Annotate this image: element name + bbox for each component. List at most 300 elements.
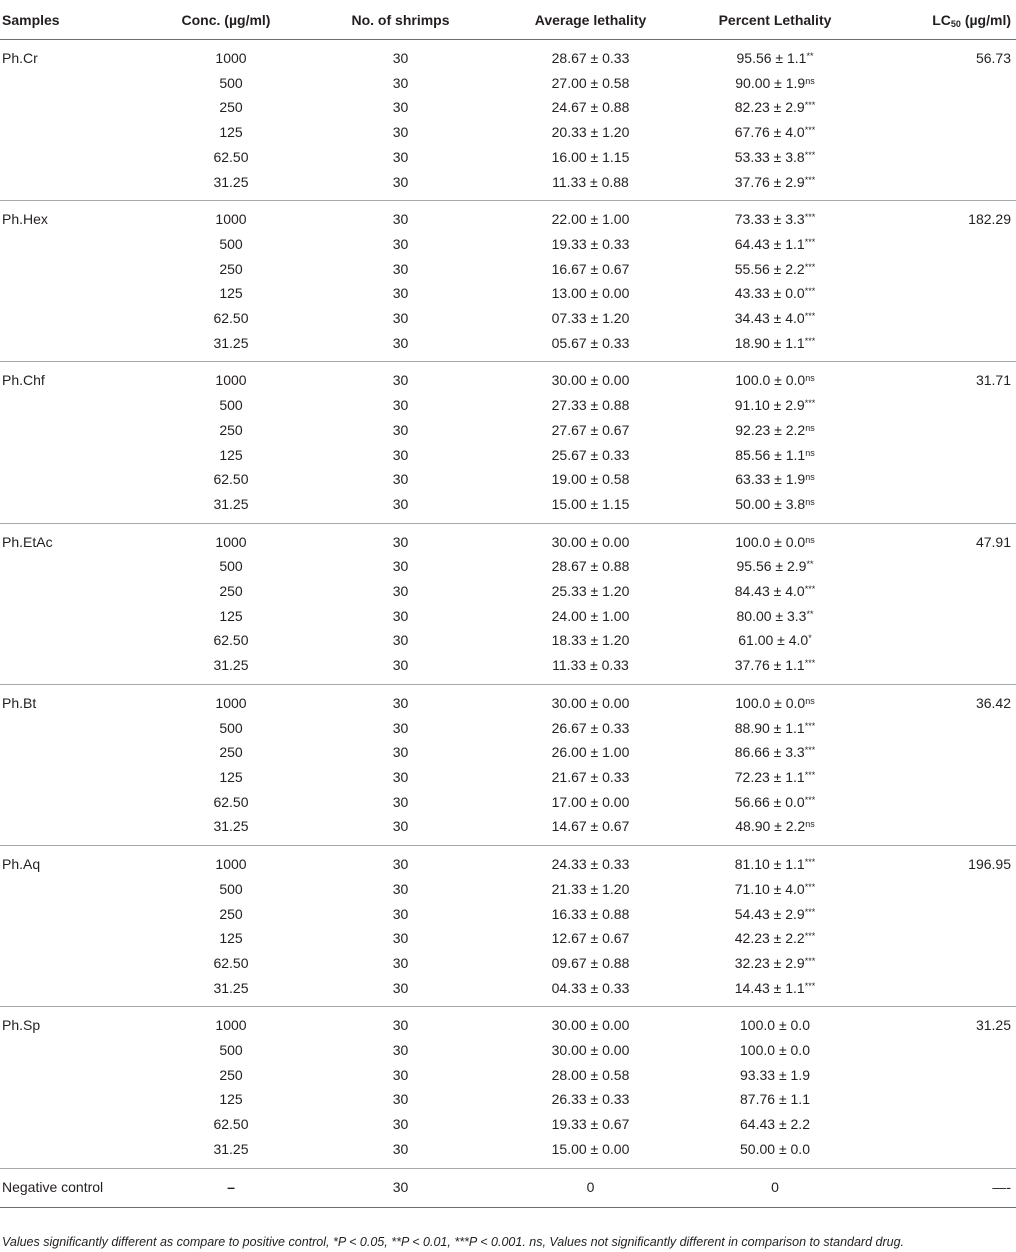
percent-lethality-value: 50.00 ± 3.8	[735, 495, 806, 512]
percent-lethality-value: 18.90 ± 1.1	[734, 334, 805, 351]
percent-lethality-cell	[684, 201, 866, 232]
average-lethality-cell: 19.33 ± 0.67	[551, 1116, 630, 1133]
sample-name-cell: Ph.Chf	[2, 372, 45, 389]
average-lethality-cell: 16.67 ± 0.67	[551, 260, 630, 277]
percent-lethality-value: 56.66 ± 0.0	[734, 793, 805, 810]
percent-lethality-cell	[684, 331, 866, 362]
significance-mark: **	[806, 559, 814, 570]
sample-name-cell	[0, 145, 148, 170]
percent-lethality-value: 37.76 ± 2.9	[734, 173, 805, 190]
shrimp-count-cell: 30	[304, 170, 497, 201]
percent-lethality-cell	[684, 71, 866, 96]
percent-lethality-value: 14.43 ± 1.1	[734, 979, 805, 996]
significance-mark: ***	[804, 584, 816, 595]
percent-lethality-value: 63.33 ± 1.9	[735, 471, 806, 488]
significance-mark: ns	[805, 472, 815, 483]
table-row	[0, 604, 1016, 629]
shrimp-count-cell: 30	[392, 50, 409, 66]
shrimp-count-cell: 30	[392, 74, 409, 91]
average-lethality-cell: 16.33 ± 0.88	[551, 905, 630, 922]
table-footnote: Values significantly different as compare to positive control, *P < 0.05, **P < 0.01, ***P < 0.001. ns, Values not significantly different in comparison to standard drug.	[2, 1235, 905, 1249]
lc50-cell	[866, 120, 1016, 145]
percent-lethality-cell	[684, 95, 866, 120]
percent-lethality-cell	[684, 902, 866, 927]
significance-mark: ***	[804, 720, 816, 731]
average-lethality-cell: 24.33 ± 0.33	[551, 856, 630, 873]
conc-cell: 1000	[215, 50, 247, 66]
sample-name-cell	[0, 71, 148, 96]
shrimp-count-cell: 30	[392, 744, 409, 761]
lc50-cell: 182.29	[968, 211, 1011, 228]
average-lethality-cell: 21.33 ± 1.20	[551, 880, 630, 897]
average-lethality-cell: 22.00 ± 1.00	[551, 211, 630, 228]
percent-lethality-value: 71.10 ± 4.0	[734, 880, 805, 897]
percent-lethality-value: 91.10 ± 2.9	[734, 397, 805, 414]
shrimp-count-cell: 30	[392, 1017, 409, 1034]
table-row	[0, 628, 1016, 653]
percent-lethality-value: 92.23 ± 2.2	[735, 421, 806, 438]
conc-cell: 500	[219, 880, 243, 897]
table-row	[0, 846, 1016, 877]
table-row	[0, 523, 1016, 554]
conc-cell: 62.50	[213, 954, 249, 971]
table-row	[0, 684, 1016, 715]
sample-name-cell	[0, 443, 148, 468]
percent-lethality-value: 42.23 ± 2.2	[734, 930, 805, 947]
percent-lethality-value: 54.43 ± 2.9	[734, 905, 805, 922]
lc50-cell	[866, 976, 1016, 1007]
percent-lethality-cell	[684, 281, 866, 306]
sample-name-cell	[0, 1063, 148, 1088]
percent-lethality-cell	[684, 232, 866, 257]
lc50-cell: 47.91	[975, 533, 1011, 550]
significance-mark: ns	[805, 534, 815, 545]
table-row	[0, 926, 1016, 951]
lc50-cell	[866, 1137, 1016, 1168]
sample-name-cell	[0, 418, 148, 443]
sample-name-cell	[0, 877, 148, 902]
significance-mark: ***	[804, 769, 816, 780]
shrimp-count-cell: 30	[392, 235, 409, 252]
shrimp-count-cell: 30	[392, 372, 409, 389]
table-row	[0, 71, 1016, 96]
percent-lethality-cell	[684, 976, 866, 1007]
percent-lethality-value: 88.90 ± 1.1	[734, 719, 805, 736]
lc50-cell	[866, 902, 1016, 927]
conc-cell: 125	[219, 607, 243, 624]
percent-lethality-cell	[684, 1038, 866, 1063]
conc-cell: 1000	[215, 533, 247, 550]
shrimp-count-cell: 30	[392, 471, 409, 488]
average-lethality-cell: 27.67 ± 0.67	[551, 421, 630, 438]
percent-lethality-value: 100.0 ± 0.0	[740, 1042, 810, 1059]
sample-name-cell	[0, 467, 148, 492]
shrimp-count-cell: 30	[392, 1066, 409, 1083]
table-row	[0, 902, 1016, 927]
header-shrimps: No. of shrimps	[304, 0, 497, 40]
sample-name-cell	[0, 628, 148, 653]
sample-name-cell	[0, 232, 148, 257]
table-row	[0, 716, 1016, 741]
conc-cell: 1000	[215, 694, 247, 711]
average-lethality-cell: 16.00 ± 1.15	[551, 148, 630, 165]
table-row	[0, 40, 1016, 71]
sample-name-cell	[0, 95, 148, 120]
table-row	[0, 393, 1016, 418]
percent-lethality-cell	[684, 951, 866, 976]
shrimp-count-cell: 30	[392, 793, 409, 810]
conc-cell: 31.25	[148, 653, 304, 684]
average-lethality-cell: 15.00 ± 1.15	[497, 492, 684, 523]
sample-name-cell: Ph.Aq	[2, 856, 41, 873]
header-lc50-prefix: LC	[932, 11, 951, 28]
average-lethality-cell: 27.00 ± 0.58	[551, 74, 630, 91]
significance-mark: ***	[804, 658, 816, 669]
table-row	[0, 95, 1016, 120]
percent-lethality-cell	[684, 257, 866, 282]
conc-cell: 250	[219, 99, 243, 116]
percent-lethality-value: 61.00 ± 4.0	[738, 632, 809, 649]
average-lethality-cell: 11.33 ± 0.33	[497, 653, 684, 684]
average-lethality-cell: 19.33 ± 0.33	[551, 235, 630, 252]
table-row	[0, 1063, 1016, 1088]
conc-cell: 1000	[215, 372, 247, 389]
percent-lethality-cell	[684, 579, 866, 604]
lc50-cell	[866, 281, 1016, 306]
shrimp-count-cell: 30	[392, 310, 409, 327]
lc50-cell	[866, 393, 1016, 418]
sample-name-cell: Negative control	[0, 1168, 148, 1207]
conc-cell: 62.50	[213, 310, 249, 327]
conc-cell: 125	[219, 446, 243, 463]
lc50-cell	[866, 716, 1016, 741]
table-row	[0, 467, 1016, 492]
conc-cell: 125	[219, 1091, 243, 1108]
table-row	[0, 579, 1016, 604]
lc50-cell	[866, 877, 1016, 902]
table-row	[0, 492, 1016, 523]
shrimp-count-cell: 30	[392, 558, 409, 575]
lc50-cell	[866, 145, 1016, 170]
sample-name-cell	[0, 257, 148, 282]
conc-cell: 500	[219, 1042, 243, 1059]
average-lethality-cell: 30.00 ± 0.00	[551, 1042, 630, 1059]
sample-name-cell: Ph.EtAc	[2, 533, 53, 550]
conc-cell: 62.50	[213, 148, 249, 165]
average-lethality-cell: 26.33 ± 0.33	[551, 1091, 630, 1108]
header-average-lethality: Average lethality	[497, 0, 684, 40]
sample-name-cell	[0, 765, 148, 790]
conc-cell: 125	[219, 285, 243, 302]
conc-cell: 125	[219, 768, 243, 785]
significance-mark: ***	[804, 857, 816, 868]
table-row	[0, 1087, 1016, 1112]
conc-cell: 1000	[215, 1017, 247, 1034]
percent-lethality-cell	[684, 120, 866, 145]
negative-control-row	[0, 1168, 1016, 1207]
shrimp-count-cell: 30	[392, 533, 409, 550]
significance-mark: ns	[805, 819, 815, 830]
shrimp-count-cell: 30	[304, 492, 497, 523]
significance-mark: ***	[804, 100, 816, 111]
percent-lethality-value: 53.33 ± 3.8	[734, 148, 805, 165]
average-lethality-cell: 20.33 ± 1.20	[551, 124, 630, 141]
shrimp-count-cell: 30	[392, 880, 409, 897]
conc-cell: –	[148, 1168, 304, 1207]
table-row	[0, 443, 1016, 468]
percent-lethality-cell	[684, 1137, 866, 1168]
lc50-cell	[866, 443, 1016, 468]
lc50-cell: 31.25	[975, 1017, 1011, 1034]
table-row	[0, 1137, 1016, 1168]
sample-name-cell	[0, 1038, 148, 1063]
percent-lethality-value: 100.0 ± 0.0	[735, 533, 806, 550]
shrimp-count-cell: 30	[304, 814, 497, 845]
percent-lethality-cell	[684, 653, 866, 684]
shrimp-count-cell: 30	[304, 331, 497, 362]
significance-mark: *	[808, 633, 812, 644]
average-lethality-cell: 28.67 ± 0.88	[551, 558, 630, 575]
percent-lethality-cell	[684, 467, 866, 492]
percent-lethality-cell	[684, 418, 866, 443]
average-lethality-cell: 0	[497, 1168, 684, 1207]
sample-name-cell	[0, 1112, 148, 1137]
sample-name-cell	[0, 790, 148, 815]
percent-lethality-cell	[684, 306, 866, 331]
lc50-cell: —-	[866, 1168, 1016, 1207]
percent-lethality-cell	[684, 1007, 866, 1038]
percent-lethality-value: 43.33 ± 0.0	[734, 285, 805, 302]
conc-cell: 500	[219, 74, 243, 91]
percent-lethality-cell	[684, 40, 866, 71]
percent-lethality-cell	[684, 443, 866, 468]
table-row	[0, 201, 1016, 232]
significance-mark: ***	[804, 794, 816, 805]
sample-name-cell	[0, 331, 148, 362]
lc50-cell	[866, 1038, 1016, 1063]
average-lethality-cell: 14.67 ± 0.67	[497, 814, 684, 845]
conc-cell: 1000	[215, 211, 247, 228]
conc-cell: 250	[219, 583, 243, 600]
table-row	[0, 281, 1016, 306]
sample-name-cell: Ph.Hex	[2, 211, 48, 228]
average-lethality-cell: 28.67 ± 0.33	[551, 50, 630, 66]
percent-lethality-cell	[684, 554, 866, 579]
sample-name-cell	[0, 492, 148, 523]
table-row	[0, 418, 1016, 443]
significance-mark: ***	[804, 311, 816, 322]
sample-name-cell	[0, 1137, 148, 1168]
table-row	[0, 814, 1016, 845]
percent-lethality-value: 48.90 ± 2.2	[735, 818, 806, 835]
percent-lethality-value: 64.43 ± 2.2	[740, 1116, 810, 1133]
shrimp-count-cell: 30	[392, 99, 409, 116]
percent-lethality-cell	[684, 170, 866, 201]
percent-lethality-value: 87.76 ± 1.1	[740, 1091, 810, 1108]
sample-name-cell: Ph.Cr	[2, 50, 38, 66]
shrimp-count-cell: 30	[392, 211, 409, 228]
sample-name-cell	[0, 653, 148, 684]
sample-name-cell	[0, 1087, 148, 1112]
shrimp-count-cell: 30	[304, 1168, 497, 1207]
sample-name-cell	[0, 393, 148, 418]
shrimp-count-cell: 30	[392, 768, 409, 785]
lc50-cell	[866, 740, 1016, 765]
average-lethality-cell: 17.00 ± 0.00	[551, 793, 630, 810]
table-row	[0, 653, 1016, 684]
table-row	[0, 790, 1016, 815]
percent-lethality-value: 85.56 ± 1.1	[735, 446, 806, 463]
shrimp-count-cell: 30	[392, 719, 409, 736]
conc-cell: 125	[219, 930, 243, 947]
conc-cell: 31.25	[148, 976, 304, 1007]
average-lethality-cell: 19.00 ± 0.58	[551, 471, 630, 488]
percent-lethality-cell	[684, 790, 866, 815]
lc50-cell	[866, 653, 1016, 684]
significance-mark: ***	[804, 955, 816, 966]
lc50-cell	[866, 95, 1016, 120]
shrimp-count-cell: 30	[392, 421, 409, 438]
percent-lethality-value: 64.43 ± 1.1	[734, 235, 805, 252]
significance-mark: ns	[805, 373, 815, 384]
lc50-cell	[866, 170, 1016, 201]
average-lethality-cell: 30.00 ± 0.00	[551, 1017, 630, 1034]
shrimp-count-cell: 30	[392, 1042, 409, 1059]
lc50-cell: 196.95	[968, 856, 1011, 873]
conc-cell: 62.50	[213, 471, 249, 488]
shrimp-count-cell: 30	[392, 285, 409, 302]
lc50-cell: 36.42	[975, 694, 1011, 711]
average-lethality-cell: 05.67 ± 0.33	[497, 331, 684, 362]
significance-mark: ***	[804, 286, 816, 297]
percent-lethality-value: 32.23 ± 2.9	[734, 954, 805, 971]
conc-cell: 125	[219, 124, 243, 141]
average-lethality-cell: 18.33 ± 1.20	[551, 632, 630, 649]
shrimp-count-cell: 30	[392, 694, 409, 711]
lc50-cell	[866, 232, 1016, 257]
percent-lethality-value: 90.00 ± 1.9	[735, 74, 806, 91]
header-conc: Conc. (µg/ml)	[148, 0, 304, 40]
lc50-cell	[866, 604, 1016, 629]
average-lethality-cell: 13.00 ± 0.00	[551, 285, 630, 302]
lc50-cell	[866, 814, 1016, 845]
lc50-cell	[866, 1063, 1016, 1088]
significance-mark: ns	[805, 496, 815, 507]
average-lethality-cell: 21.67 ± 0.33	[551, 768, 630, 785]
percent-lethality-value: 81.10 ± 1.1	[734, 856, 805, 873]
shrimp-count-cell: 30	[392, 260, 409, 277]
sample-name-cell	[0, 976, 148, 1007]
table-row	[0, 877, 1016, 902]
average-lethality-cell: 28.00 ± 0.58	[551, 1066, 630, 1083]
header-lc50-suffix: (µg/ml)	[960, 11, 1011, 28]
sample-name-cell	[0, 902, 148, 927]
conc-cell: 31.25	[148, 1137, 304, 1168]
conc-cell: 62.50	[213, 632, 249, 649]
shrimp-count-cell: 30	[392, 583, 409, 600]
percent-lethality-value: 50.00 ± 0.0	[740, 1140, 810, 1157]
significance-mark: ns	[805, 695, 815, 706]
percent-lethality-cell	[684, 926, 866, 951]
lc50-cell	[866, 579, 1016, 604]
percent-lethality-cell	[684, 604, 866, 629]
significance-mark: ns	[805, 422, 815, 433]
table-row	[0, 765, 1016, 790]
percent-lethality-cell	[684, 765, 866, 790]
significance-mark: ***	[804, 745, 816, 756]
average-lethality-cell: 30.00 ± 0.00	[551, 533, 630, 550]
lc50-cell	[866, 926, 1016, 951]
significance-mark: ***	[804, 212, 816, 223]
average-lethality-cell: 26.67 ± 0.33	[551, 719, 630, 736]
percent-lethality-cell	[684, 814, 866, 845]
lc50-cell	[866, 331, 1016, 362]
average-lethality-cell: 07.33 ± 1.20	[551, 310, 630, 327]
shrimp-count-cell: 30	[392, 930, 409, 947]
shrimp-count-cell: 30	[392, 148, 409, 165]
lc50-cell	[866, 257, 1016, 282]
table-row	[0, 145, 1016, 170]
conc-cell: 62.50	[213, 1116, 249, 1133]
percent-lethality-cell	[684, 684, 866, 715]
percent-lethality-cell	[684, 492, 866, 523]
percent-lethality-value: 67.76 ± 4.0	[734, 124, 805, 141]
lc50-cell	[866, 1112, 1016, 1137]
significance-mark: ***	[804, 980, 816, 991]
percent-lethality-cell	[684, 362, 866, 393]
significance-mark: ***	[804, 125, 816, 136]
header-lc50	[866, 0, 1016, 40]
sample-name-cell	[0, 926, 148, 951]
average-lethality-cell: 27.33 ± 0.88	[551, 397, 630, 414]
percent-lethality-value: 100.0 ± 0.0	[735, 372, 806, 389]
lc50-cell	[866, 628, 1016, 653]
lc50-cell	[866, 765, 1016, 790]
table-row	[0, 257, 1016, 282]
table-row	[0, 362, 1016, 393]
percent-lethality-value: 73.33 ± 3.3	[734, 211, 805, 228]
average-lethality-cell: 30.00 ± 0.00	[551, 372, 630, 389]
average-lethality-cell: 24.00 ± 1.00	[551, 607, 630, 624]
percent-lethality-cell: 0	[684, 1168, 866, 1207]
percent-lethality-cell	[684, 628, 866, 653]
percent-lethality-value: 100.0 ± 0.0	[735, 694, 806, 711]
lc50-cell	[866, 418, 1016, 443]
shrimp-count-cell: 30	[392, 446, 409, 463]
sample-name-cell	[0, 579, 148, 604]
lc50-cell: 31.71	[975, 372, 1011, 389]
conc-cell: 500	[219, 719, 243, 736]
significance-mark: **	[806, 608, 814, 619]
table-row	[0, 740, 1016, 765]
conc-cell: 250	[219, 260, 243, 277]
shrimp-count-cell: 30	[304, 653, 497, 684]
shrimp-count-cell: 30	[392, 905, 409, 922]
conc-cell: 31.25	[148, 492, 304, 523]
sample-name-cell	[0, 554, 148, 579]
table-row	[0, 331, 1016, 362]
average-lethality-cell: 30.00 ± 0.00	[551, 694, 630, 711]
percent-lethality-value: 55.56 ± 2.2	[734, 260, 805, 277]
conc-cell: 31.25	[148, 814, 304, 845]
average-lethality-cell: 11.33 ± 0.88	[497, 170, 684, 201]
significance-mark: ***	[804, 881, 816, 892]
table-row	[0, 232, 1016, 257]
significance-mark: ***	[804, 931, 816, 942]
significance-mark: ***	[804, 236, 816, 247]
percent-lethality-cell	[684, 145, 866, 170]
significance-mark: ***	[804, 906, 816, 917]
